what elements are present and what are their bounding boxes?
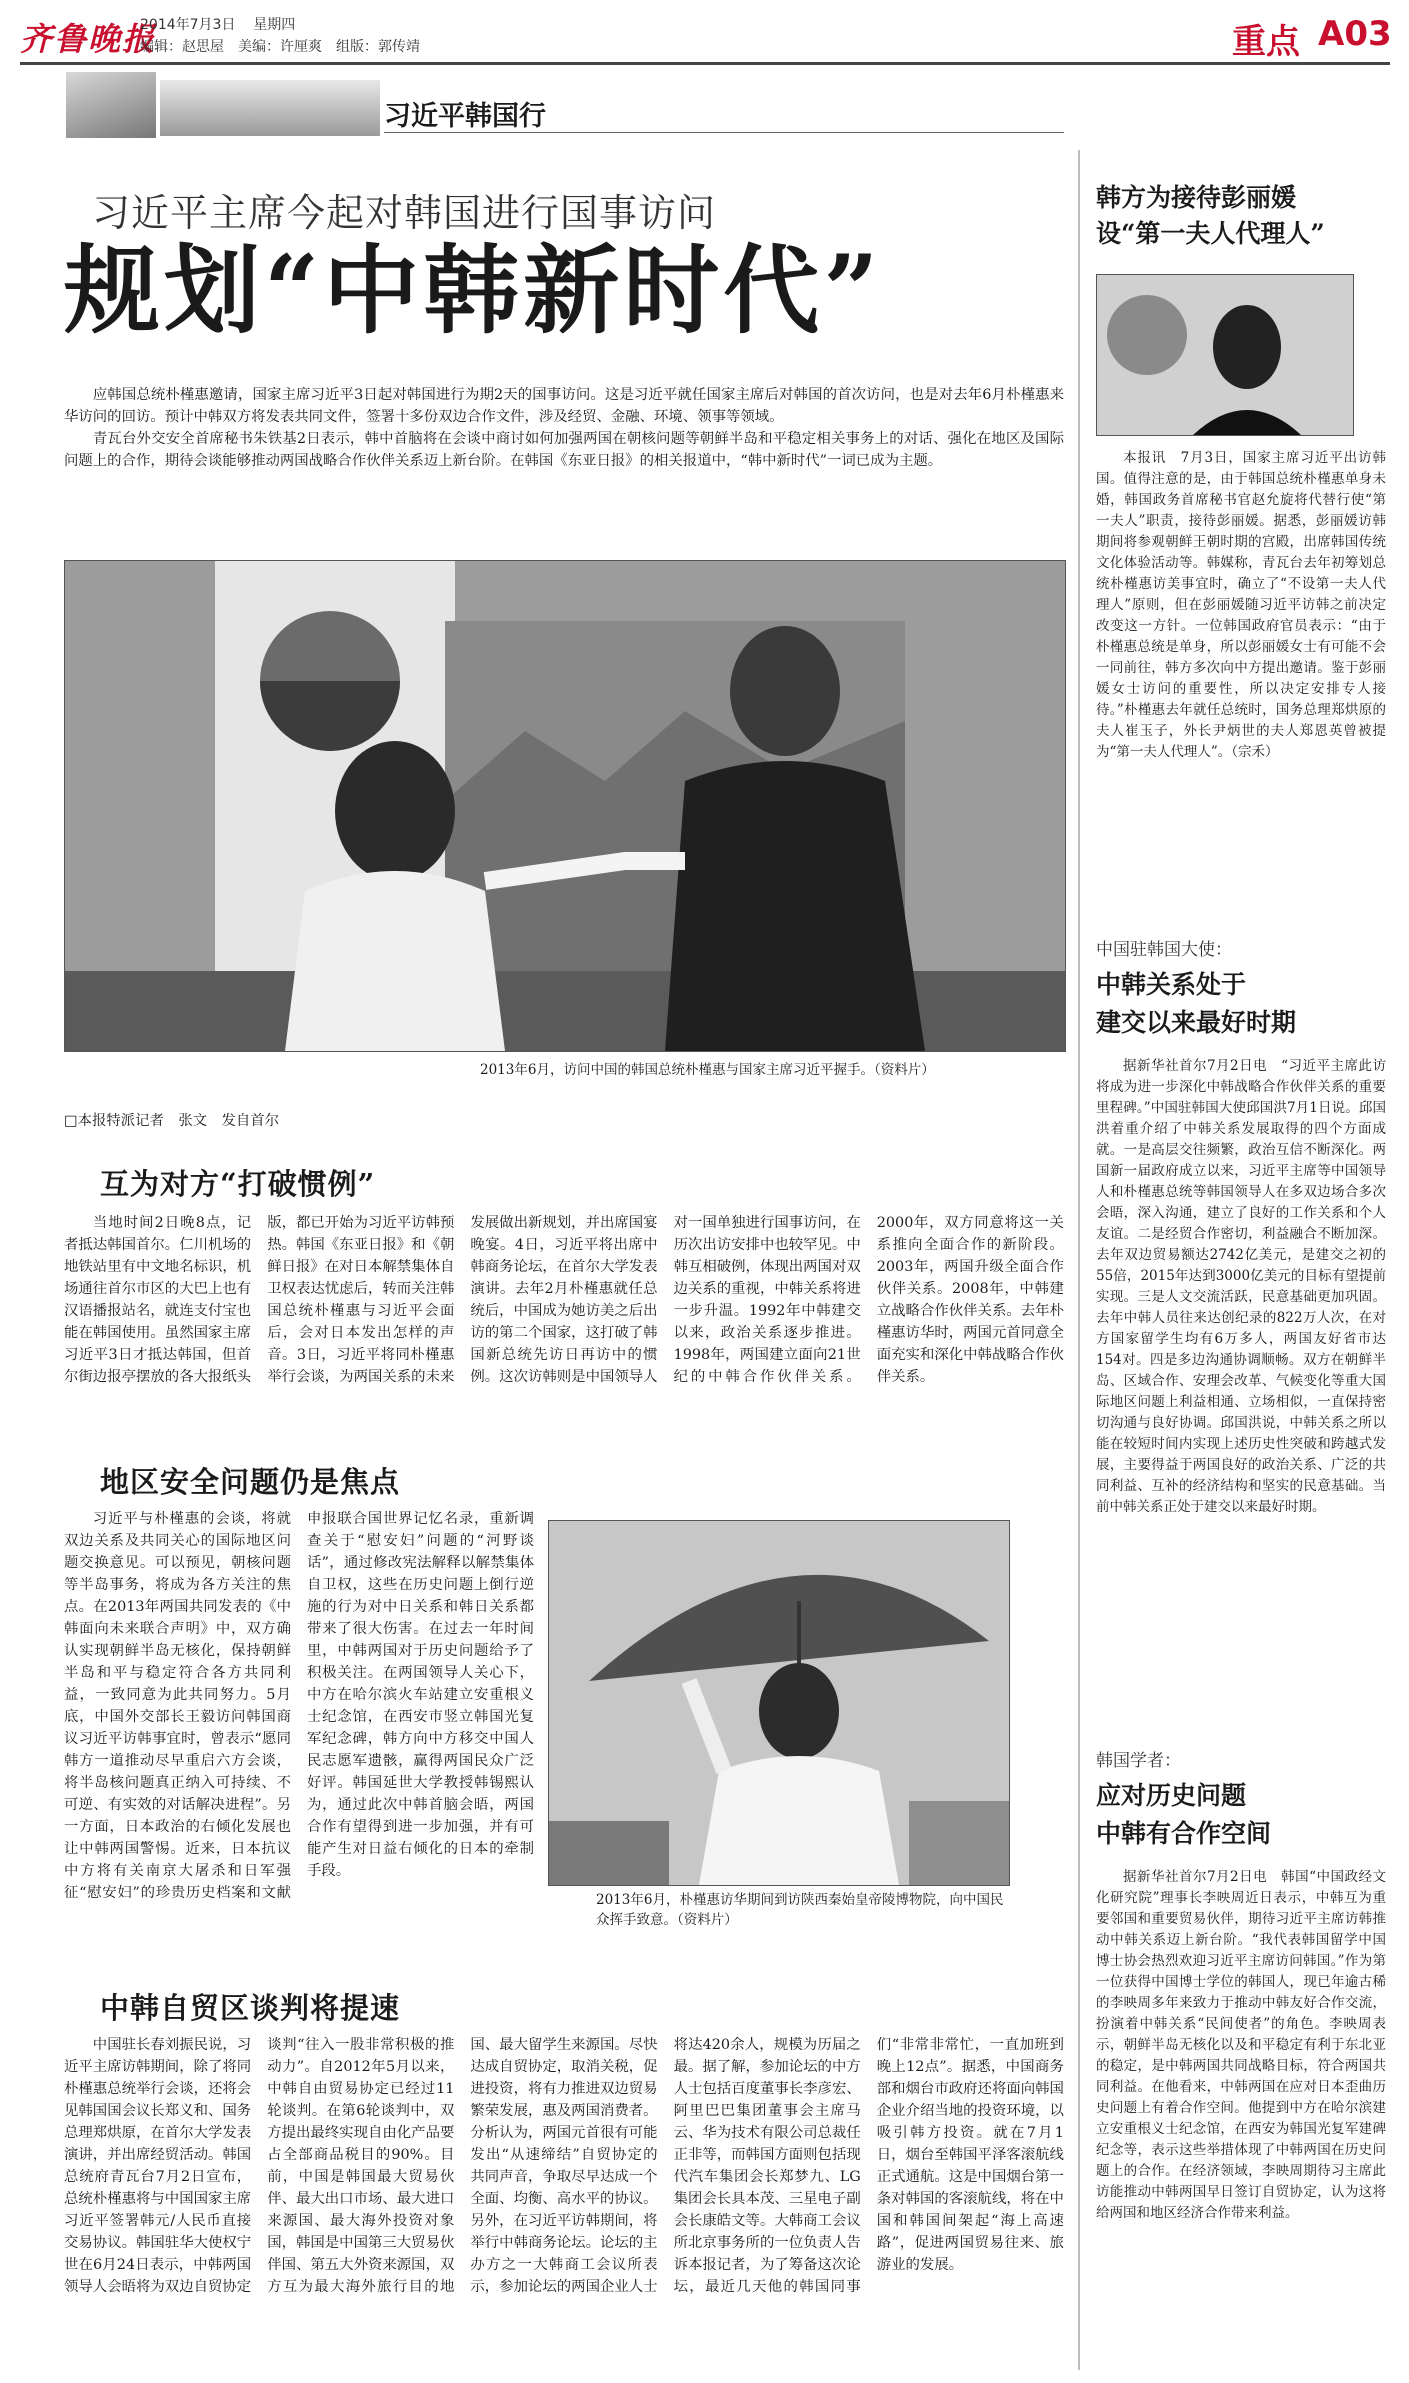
handshake-photo-art <box>65 561 1065 1051</box>
peng-proxy-photo <box>1096 274 1354 436</box>
sidebar-story-3-title <box>1096 1777 1386 1853</box>
person-right-head <box>730 626 840 756</box>
section-3-body: 中国驻长春刘振民说，习近平主席访韩期间，除了将同朴槿惠总统举行会谈，还将会见韩国国会议长郑义和、国务总理郑烘原，在首尔大学发表演讲，并出席经贸活动。韩国总统府青瓦台7月2日宣布，总统朴槿惠将与中国国家主席习近平签署韩元/人民币直接交易协议。韩国驻华大使权宁世在6月24日表示，中韩两国领导人会晤将为双边自贸协定谈判“往入一股非常积极的推动力”。自2012年5月以来，中韩自由贸易协定已经过11轮谈判。在第6轮谈判中，双方提出最终实现自由化产品要占全部商品税目的90%。目前，中国是韩国最大贸易伙伴、最大出口市场、最大进口来源国、最大海外投资对象国，韩国是中国第三大贸易伙伴国、第五大外资来源国，双方互为最大海外旅行目的地国、最大留学生来源国。尽快达成自贸协定，取消关税，促进投资，将有力推进双边贸易繁荣发展，惠及两国消费者。分析认为，两国元首很有可能发出“从速缔结”自贸协定的共同声音，争取尽早达成一个全面、均衡、高水平的协议。另外，在习近平访韩期间，将举行中韩商务论坛。论坛的主办方之一大韩商工会议所表示，参加论坛的两国企业人士将达420余人，规模为历届之最。据了解，参加论坛的中方人士包括百度董事长李彦宏、阿里巴巴集团董事会主席马云、华为技术有限公司总裁任正非等，而韩国方面则包括现代汽车集团会长郑梦九、LG集团会长具本茂、三星电子副会长康皓文等。大韩商工会议所北京事务所的一位负责人告诉本报记者，为了筹备这次论坛，最近几天他的韩国同事们“非常非常忙，一直加班到晚上12点”。据悉，中国商务部和烟台市政府还将面向韩国企业介绍当地的投资环境，以吸引韩方投资。就在7月1日，烟台至韩国平泽客滚航线正式通航。这是中国烟台第一条对韩国的客滚航线，将在中国和韩国间架起“海上高速路”，促进两国贸易往来、旅游业的发展。 <box>64 2037 1064 2295</box>
masthead <box>0 0 1409 140</box>
person-left-body <box>285 871 505 1051</box>
sidebar-story-1-title <box>1096 180 1386 252</box>
person-left-head <box>335 741 455 881</box>
lead-paragraph-2: 青瓦台外交安全首席秘书朱铁基2日表示，韩中首脑将在会谈中商讨如何加强两国在朝核问题等朝鲜半岛和平稳定相关事务上的对话、强化在地区及国际问题上的合作，期待会谈能够推动两国战略合作伙伴关系迈上新台阶。在韩国《东亚日报》的相关报道中，“韩中新时代”一词已成为主题。 <box>64 431 1064 469</box>
sidebar-story-1-title-line-1: 韩方为接待彭丽媛 <box>1096 183 1297 212</box>
handshake-photo <box>64 560 1066 1052</box>
person-head <box>759 1663 839 1759</box>
peng-proxy-photo-art <box>1097 275 1353 435</box>
sidebar-story-2-title-line-2: 建交以来最好时期 <box>1096 1008 1297 1037</box>
lead-headline: 规划“中韩新时代” <box>64 234 883 347</box>
section-2-title: 地区安全问题仍是焦点 <box>100 1465 401 1499</box>
sidebar-story-1 <box>1096 180 1386 763</box>
sidebar-story-1-title-line-2: 设“第一夫人代理人” <box>1096 219 1325 248</box>
sidebar-story-1-body: 本报讯 7月3日，国家主席习近平出访韩国。值得注意的是，由于韩国总统朴槿惠单身未婚，韩国政务首席秘书官赵允旋将代替行使“第一夫人”职责，接待彭丽媛。据悉，彭丽媛访韩期间将参观朝鲜王朝时期的宫殿，出席韩国传统文化体验活动等。韩媒称，青瓦台去年初筹划总统朴槿惠访美事宜时，确立了“不设第一夫人代理人”原则，但在彭丽媛随习近平访韩之前决定改变这一方针。一位韩国政府官员表示：“由于朴槿惠总统是单身，所以彭丽媛女士有可能不会一同前往，韩方多次向中方提出邀请。鉴于彭丽媛女士访问的重要性，所以决定安排专人接待。”朴槿惠去年就任总统时，国务总理郑烘原的夫人崔玉子，外长尹炳世的夫人郑恩英曾被提为“第一夫人代理人”。（宗禾） <box>1096 450 1386 760</box>
sidebar-story-3-body: 据新华社首尔7月2日电 韩国“中国政经文化研究院”理事长李映周近日表示，中韩互为重要邻国和重要贸易伙伴，期待习近平主席访韩推动中韩关系迈上新台阶。“我代表韩国留学中国博士协会热烈欢迎习近平主席访问韩国。”作为第一位获得中国博士学位的韩国人，现已年逾古稀的李映周多年来致力于推动中韩友好合作交流，扮演着中韩关系“民间使者”的角色。李映周表示，朝鲜半岛无核化以及和平稳定有利于东北亚的稳定，是中韩两国共同战略目标，符合两国共同利益。在他看来，中韩两国在应对日本歪曲历史问题上有着合作空间。他提到中方在哈尔滨建立安重根义士纪念馆，在西安为韩国光复军建碑纪念等，表示这些举措体现了中韩两国在历史问题上的合作。在经济领域，李映周期待习主席此访能推动中韩两国早日签订自贸协定，认为这将给两国和地区经济合作带来利益。 <box>1096 1869 1386 2221</box>
person-body <box>699 1756 899 1885</box>
umbrella-photo-art <box>549 1521 1009 1885</box>
lead-byline: □本报特派记者 张文 发自首尔 <box>64 1113 280 1129</box>
section-3-title: 中韩自贸区谈判将提速 <box>100 1991 401 2025</box>
section-1-body: 当地时间2日晚8点，记者抵达韩国首尔。仁川机场的地铁站里有中文地名标识，机场通往首尔市区的大巴上也有汉语播报站名，就连支付宝也能在韩国使用。虽然国家主席习近平3日才抵达韩国，但首尔街边报亭摆放的各大报纸头版，都已开始为习近平访韩预热。韩国《东亚日报》和《朝鲜日报》在对日本解禁集体自卫权表达忧虑后，转而关注韩国总统朴槿惠与习近平会面后，会对日本发出怎样的声音。3日，习近平将同朴槿惠举行会谈，为两国关系的未来发展做出新规划，并出席国宴晚宴。4日，习近平将出席中韩商务论坛，在首尔大学发表演讲。去年2月朴槿惠就任总统后，中国成为她访美之后出访的第二个国家，这打破了韩国新总统先访日再访中的惯例。这次访韩则是中国领导人对一国单独进行国事访问，在历次出访安排中也较罕见。中韩互相破例，体现出两国对双边关系的重视，中韩关系将进一步升温。1992年中韩建交以来，政治关系逐步推进。1998年，两国建立面向21世纪的中韩合作伙伴关系。2000年，双方同意将这一关系推向全面合作的新阶段。2003年，两国升级全面合作伙伴关系。2008年，中韩建立战略合作伙伴关系。去年朴槿惠访华时，两国元首同意全面充实和深化中韩战略合作伙伴关系。 <box>64 1215 1064 1385</box>
official-head <box>1213 305 1281 389</box>
issue-weekday: 星期四 <box>253 17 296 33</box>
page-number: A03 <box>1318 14 1392 54</box>
lead-intro <box>64 384 1064 472</box>
flag-emblem <box>1107 295 1187 375</box>
section-1-title: 互为对方“打破惯例” <box>100 1167 376 1201</box>
lead-paragraph-1: 应韩国总统朴槿惠邀请，国家主席习近平3日起对韩国进行为期2天的国事访问。这是习近平就任国家主席后对韩国的首次访问，也是对去年6月朴槿惠来华访问的回访。预计中韩双方将发表共同文件，签署十多份双边合作文件，涉及经贸、金融、环境、领事等领域。 <box>64 387 1064 425</box>
sidebar-story-2-title <box>1096 966 1386 1042</box>
sidebar-story-2-kicker: 中国驻韩国大使： <box>1096 940 1232 960</box>
sidebar-story-2-title-line-1: 中韩关系处于 <box>1096 970 1247 999</box>
banner-rule <box>384 132 1064 133</box>
leader-portrait-image <box>66 72 156 138</box>
section-2-body: 习近平与朴槿惠的会谈，将就双边关系及共同关心的国际地区问题交换意见。可以预见，朝核问题等半岛事务，将成为各方关注的焦点。在2013年两国共同发表的《中韩面向未来联合声明》中，双方确认实现朝鲜半岛无核化，保持朝鲜半岛和平与稳定符合各方共同利益，一致同意为此共同努力。5月底，中国外交部长王毅访问韩国商议习近平访韩事宜时，曾表示“愿同韩方一道推动尽早重启六方会谈，将半岛核问题真正纳入可持续、不可逆、有实效的对话解决进程”。另一方面，日本政治的右倾化发展也让中韩两国警惕。近来，日本抗议中方将有关南京大屠杀和日军强征“慰安妇”的珍贵历史档案和文献申报联合国世界记忆名录，重新调查关于“慰安妇”问题的“河野谈话”，通过修改宪法解释以解禁集体自卫权，这些在历史问题上倒行逆施的行为对中日关系和韩日关系都带来了很大伤害。在过去一年时间里，中韩两国对于历史问题给予了积极关注。在两国领导人关心下，中方在哈尔滨火车站建立安重根义士纪念馆，在西安市竖立韩国光复军纪念碑，韩方向中方移交中国人民志愿军遗骸，赢得两国民众广泛好评。韩国延世大学教授韩锡熙认为，通过此次中韩首脑会晤，两国合作有望得到进一步加强，并有可能产生对日益右倾化的日本的牵制手段。 <box>64 1511 534 1901</box>
editor-credits: 编辑：赵思屋 美编：许厘爽 组版：郭传靖 <box>140 39 420 55</box>
sidebar-story-2 <box>1096 935 1386 1518</box>
newspaper-logo: 齐鲁晚报 <box>20 20 157 58</box>
sidebar-story-3-title-line-2: 中韩有合作空间 <box>1096 1819 1272 1848</box>
palace-banner-image <box>160 80 380 136</box>
sidebar-divider <box>1078 150 1080 2370</box>
issue-date: 2014年7月3日 <box>140 17 236 33</box>
sidebar-story-3-title-line-1: 应对历史问题 <box>1096 1781 1247 1810</box>
lead-kicker: 习近平主席今起对韩国进行国事访问 <box>92 191 717 235</box>
person-right-body <box>665 761 925 1051</box>
umbrella-photo-caption: 2013年6月，朴槿惠访华期间到访陕西秦始皇帝陵博物院，向中国民众挥手致意。（资料片） <box>596 1892 1004 1928</box>
sidebar-story-2-body: 据新华社首尔7月2日电 “习近平主席此访将成为进一步深化中韩战略合作伙伴关系的重要里程碑。”中国驻韩国大使邱国洪7月1日说。邱国洪着重介绍了中韩关系发展取得的四个方面成就。一是高层交往频繁，政治互信不断深化。两国新一届政府成立以来，习近平主席等中国领导人和朴槿惠总统等韩国领导人在多双边场合多次会晤，深入沟通，建立了良好的工作关系和个人友谊。二是经贸合作密切，利益融合不断加深。去年双边贸易额达2742亿美元，是建交之初的55倍，2015年达到3000亿美元的目标有望提前实现。三是人文交流活跃，民意基础更加巩固。去年中韩人员往来达创纪录的822万人次，在对方国家留学生均有6万多人，两国友好省市达154对。四是多边沟通协调顺畅。双方在朝鲜半岛、区域合作、安理会改革、气候变化等重大国际地区问题上利益相通、立场相似，一直保持密切沟通与良好协调。邱国洪说，中韩关系之所以能在较短时间内实现上述历史性突破和跨越式发展，主要得益于两国良好的政治关系、广泛的共同利益、互补的经济结构和坚实的民意基础。当前中韩关系正处于建交以来最好时期。 <box>1096 1058 1386 1515</box>
umbrella-photo <box>548 1520 1010 1886</box>
section-label: 重点 <box>1232 22 1300 62</box>
handshake-photo-caption: 2013年6月，访问中国的韩国总统朴槿惠与国家主席习近平握手。（资料片） <box>480 1062 935 1078</box>
masthead-rule <box>20 62 1390 65</box>
series-banner-title: 习近平韩国行 <box>384 101 546 132</box>
masthead-date <box>140 14 295 34</box>
sidebar-story-3-kicker: 韩国学者： <box>1096 1751 1181 1771</box>
sidebar-story-3 <box>1096 1746 1386 2224</box>
